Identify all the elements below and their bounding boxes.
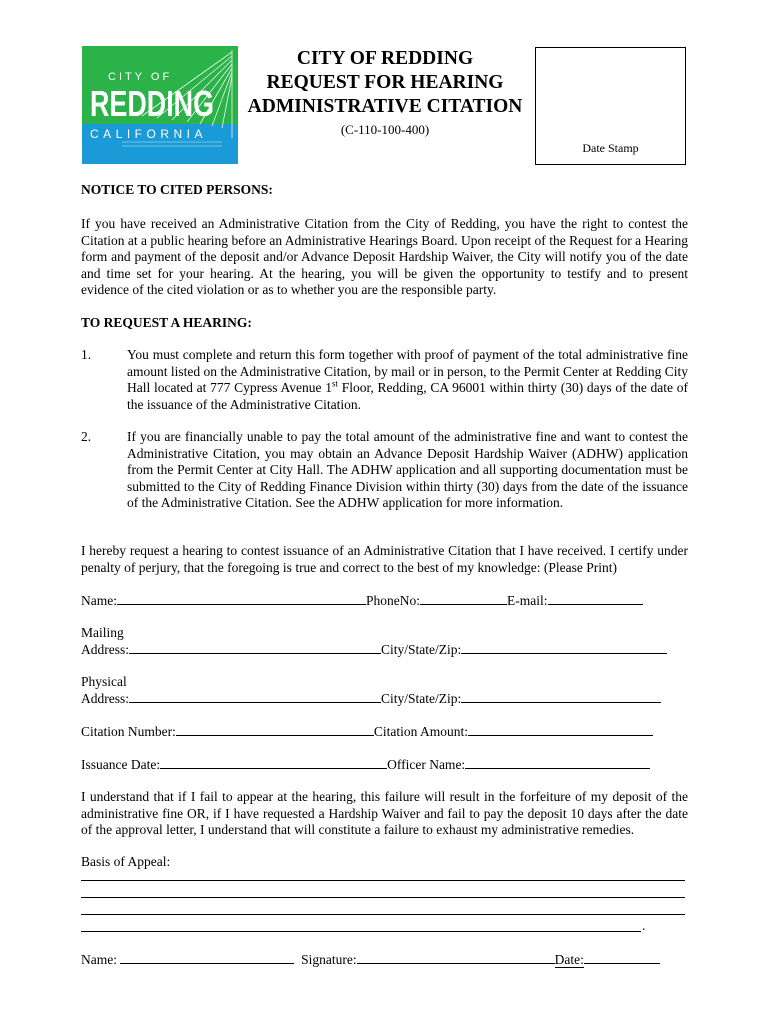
basis-of-appeal-label: Basis of Appeal: <box>81 854 171 869</box>
item-1-text-b: Floor, Redding, CA 96001 within thirty (30) days of the date of the issuance of the Administrative Citation. <box>127 380 688 412</box>
appeal-line-3[interactable] <box>81 914 685 915</box>
citation-number-label: Citation Number: <box>81 724 176 739</box>
logo-city-of: CITY OF <box>108 71 173 83</box>
phone-field[interactable] <box>420 592 507 605</box>
logo-redding: REDDING <box>90 83 214 124</box>
item-1-number: 1. <box>81 347 92 362</box>
city-of-redding-logo <box>82 46 238 164</box>
signature-label: Signature: <box>301 952 357 967</box>
row-issuance <box>81 756 650 773</box>
citation-amount-field[interactable] <box>468 723 653 736</box>
mailing-label: Mailing <box>81 625 124 640</box>
sig-name-field[interactable] <box>120 951 294 964</box>
appeal-line-4[interactable] <box>81 931 641 932</box>
date-stamp-box <box>535 47 686 165</box>
name-field[interactable] <box>117 592 366 605</box>
request-heading: TO REQUEST A HEARING: <box>81 315 252 330</box>
appeal-line-2[interactable] <box>81 897 685 898</box>
date-field[interactable] <box>584 951 660 964</box>
physical-address-label: Address: <box>81 691 129 706</box>
form-code: (C-110-100-400) <box>340 122 430 137</box>
item-2-text: If you are financially unable to pay the total amount of the administrative fine and want to contest the Administrative Citation, you may obtain an Advance Deposit Hardship Waiver (ADHW) application from the Permit Center at City Hall. The ADHW application and all supporting documentation must be submitted to the City of Redding Finance Division within thirty (30) days from the date of the issuance of the Administrative Citation. See the ADHW application for more information. <box>127 429 688 510</box>
item-2-number: 2. <box>81 429 92 444</box>
sig-name-label: Name: <box>81 952 117 967</box>
row-physical-address <box>81 690 661 707</box>
logo-california: CALIFORNIA <box>90 127 208 141</box>
title-line-3: ADMINISTRATIVE CITATION <box>247 96 523 117</box>
physical-city-field[interactable] <box>461 690 661 703</box>
item-1-text-a: You must complete and return this form together with proof of payment of the total administrative fine amount listed on the Administrative Citation, by mail or in person, to the Permit Center at Redding City Hall located at 777 Cypress Avenue 1 <box>127 347 688 395</box>
title-line-1: CITY OF REDDING <box>296 48 474 69</box>
notice-text: If you have received an Administrative Citation from the City of Redding, you have the right to contest the Citation at a public hearing before an Administrative Hearings Board. Upon receipt of the Request for a Hearing form and payment of the deposit and/or Advance Deposit Hardship Waiver, the City will notify you of the date and time set for your hearing. At the hearing, you will be given the opportunity to testify and to present evidence of the cited violation or as to whether you are the responsible party. <box>81 216 688 297</box>
certify-text: I hereby request a hearing to contest issuance of an Administrative Citation that I have received. I certify under penalty of perjury, that the foregoing is true and correct to the best of my knowledge: (Please Print) <box>81 543 688 575</box>
issuance-date-field[interactable] <box>160 756 387 769</box>
item-1-text <box>127 347 688 413</box>
title-line-2: REQUEST FOR HEARING <box>266 72 504 93</box>
signature-field[interactable] <box>357 951 555 964</box>
issuance-date-label: Issuance Date: <box>81 757 161 772</box>
date-label: Date: <box>554 952 584 967</box>
notice-heading: NOTICE TO CITED PERSONS: <box>81 182 273 197</box>
officer-name-field[interactable] <box>465 756 650 769</box>
row-mailing-address <box>81 641 667 658</box>
citation-amount-label: Citation Amount: <box>373 724 469 739</box>
physical-address-field[interactable] <box>129 690 381 703</box>
appeal-line-1[interactable] <box>81 880 685 881</box>
physical-city-label: City/State/Zip: <box>381 691 462 706</box>
citation-number-field[interactable] <box>176 723 374 736</box>
row-signature <box>81 951 660 968</box>
appeal-end-mark: . <box>642 918 646 933</box>
email-field[interactable] <box>548 592 643 605</box>
mailing-city-field[interactable] <box>461 641 667 654</box>
understand-text: I understand that if I fail to appear at the hearing, this failure will result in the forfeiture of my deposit of the administrative fine OR, if I have requested a Hardship Waiver and fail to pay the deposit 10 days after the date of the approval letter, I understand that will constitute a failure to exhaust my administrative remedies. <box>81 789 688 837</box>
phone-label: PhoneNo: <box>366 593 420 608</box>
name-label: Name: <box>81 593 117 608</box>
row-citation <box>81 723 653 740</box>
mailing-city-label: City/State/Zip: <box>381 642 462 657</box>
physical-label: Physical <box>81 674 127 689</box>
officer-name-label: Officer Name: <box>387 757 466 772</box>
mailing-address-field[interactable] <box>129 641 381 654</box>
mailing-address-label: Address: <box>81 642 129 657</box>
email-label: E-mail: <box>507 593 548 608</box>
row-name-phone-email <box>81 592 643 609</box>
item-1-sup: st <box>331 378 338 389</box>
date-stamp-label: Date Stamp <box>582 141 639 155</box>
